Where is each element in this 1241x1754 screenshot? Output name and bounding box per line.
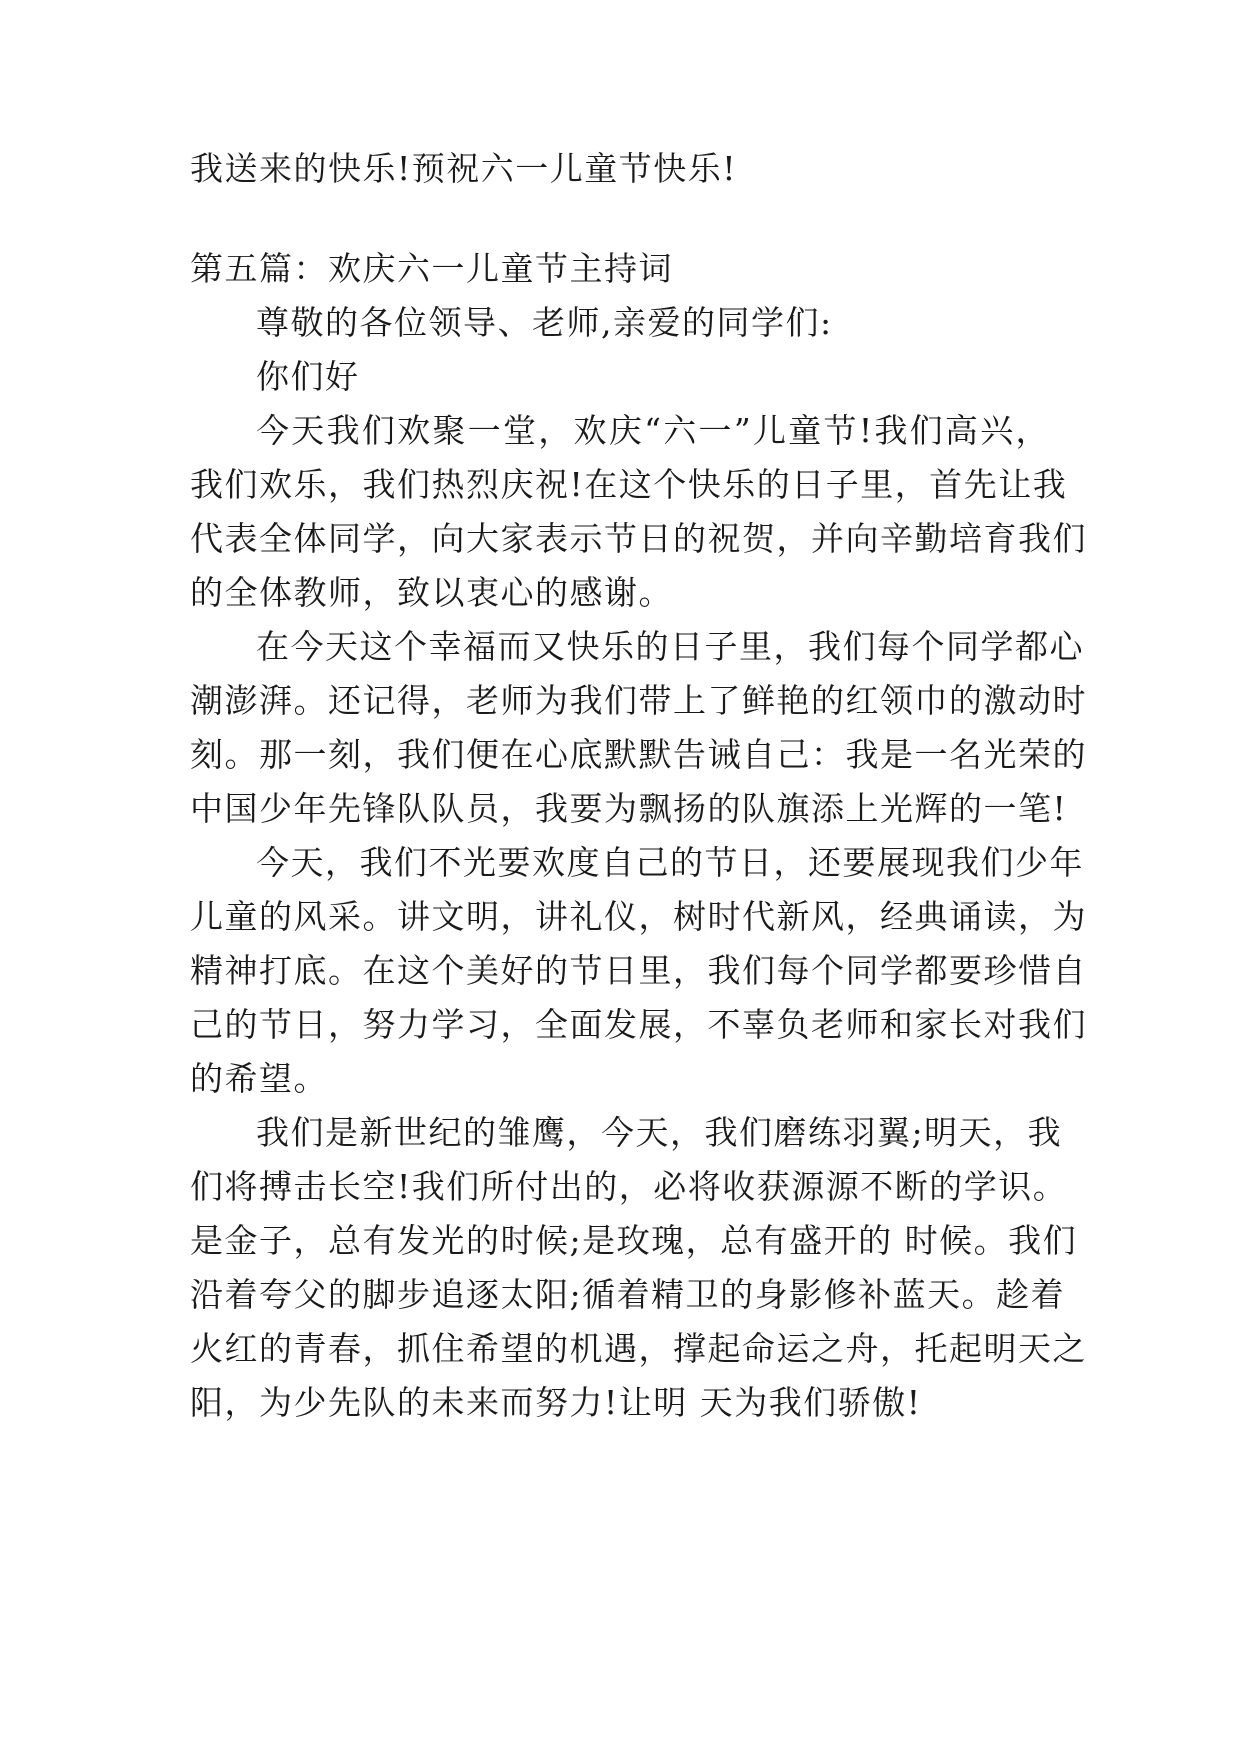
greeting-line: 你们好 — [256, 357, 360, 396]
paragraph-3-line-3: 精神打底。在这个美好的节日里，我们每个同学都要珍惜自 — [190, 951, 1087, 990]
closing-line: 我送来的快乐!预祝六一儿童节快乐! — [190, 149, 738, 188]
paragraph-1-line-1: 今天我们欢聚一堂，欢庆“六一”儿童节!我们高兴， — [256, 411, 1050, 450]
paragraph-4-line-1: 我们是新世纪的雏鹰，今天，我们磨练羽翼;明天，我 — [256, 1113, 1063, 1152]
paragraph-3-line-2: 儿童的风采。讲文明，讲礼仪，树时代新风，经典诵读，为 — [190, 897, 1087, 936]
paragraph-2-line-4: 中国少年先锋队队员，我要为飘扬的队旗添上光辉的一笔! — [190, 789, 1068, 828]
paragraph-4-line-5: 火红的青春，抓住希望的机遇，撑起命运之舟，托起明天之 — [190, 1329, 1087, 1368]
paragraph-3-line-1: 今天，我们不光要欢度自己的节日，还要展现我们少年 — [256, 843, 1084, 882]
paragraph-4-line-6: 阳，为少先队的未来而努力!让明 天为我们骄傲! — [190, 1383, 922, 1422]
paragraph-2-line-1: 在今天这个幸福而又快乐的日子里，我们每个同学都心 — [256, 627, 1084, 666]
section-heading: 第五篇：欢庆六一儿童节主持词 — [190, 249, 673, 288]
paragraph-4-line-3: 是金子，总有发光的时候;是玫瑰，总有盛开的 时候。我们 — [190, 1221, 1078, 1260]
paragraph-1-line-2: 我们欢乐，我们热烈庆祝!在这个快乐的日子里，首先让我 — [190, 465, 1068, 504]
paragraph-1-line-3: 代表全体同学，向大家表示节日的祝贺，并向辛勤培育我们 — [190, 519, 1087, 558]
paragraph-3-line-4: 己的节日，努力学习，全面发展，不辜负老师和家长对我们 — [190, 1005, 1087, 1044]
paragraph-1-line-4: 的全体教师，致以衷心的感谢。 — [190, 573, 673, 612]
paragraph-4-line-2: 们将搏击长空!我们所付出的，必将收获源源不断的学识。 — [190, 1167, 1068, 1206]
paragraph-2-line-2: 潮澎湃。还记得，老师为我们带上了鲜艳的红领巾的激动时 — [190, 681, 1087, 720]
paragraph-3-line-5: 的希望。 — [190, 1059, 328, 1098]
salutation-line: 尊敬的各位领导、老师,亲爱的同学们: — [256, 303, 833, 342]
paragraph-2-line-3: 刻。那一刻，我们便在心底默默告诫自己：我是一名光荣的 — [190, 735, 1087, 774]
paragraph-4-line-4: 沿着夸父的脚步追逐太阳;循着精卫的身影修补蓝天。趁着 — [190, 1275, 1066, 1314]
